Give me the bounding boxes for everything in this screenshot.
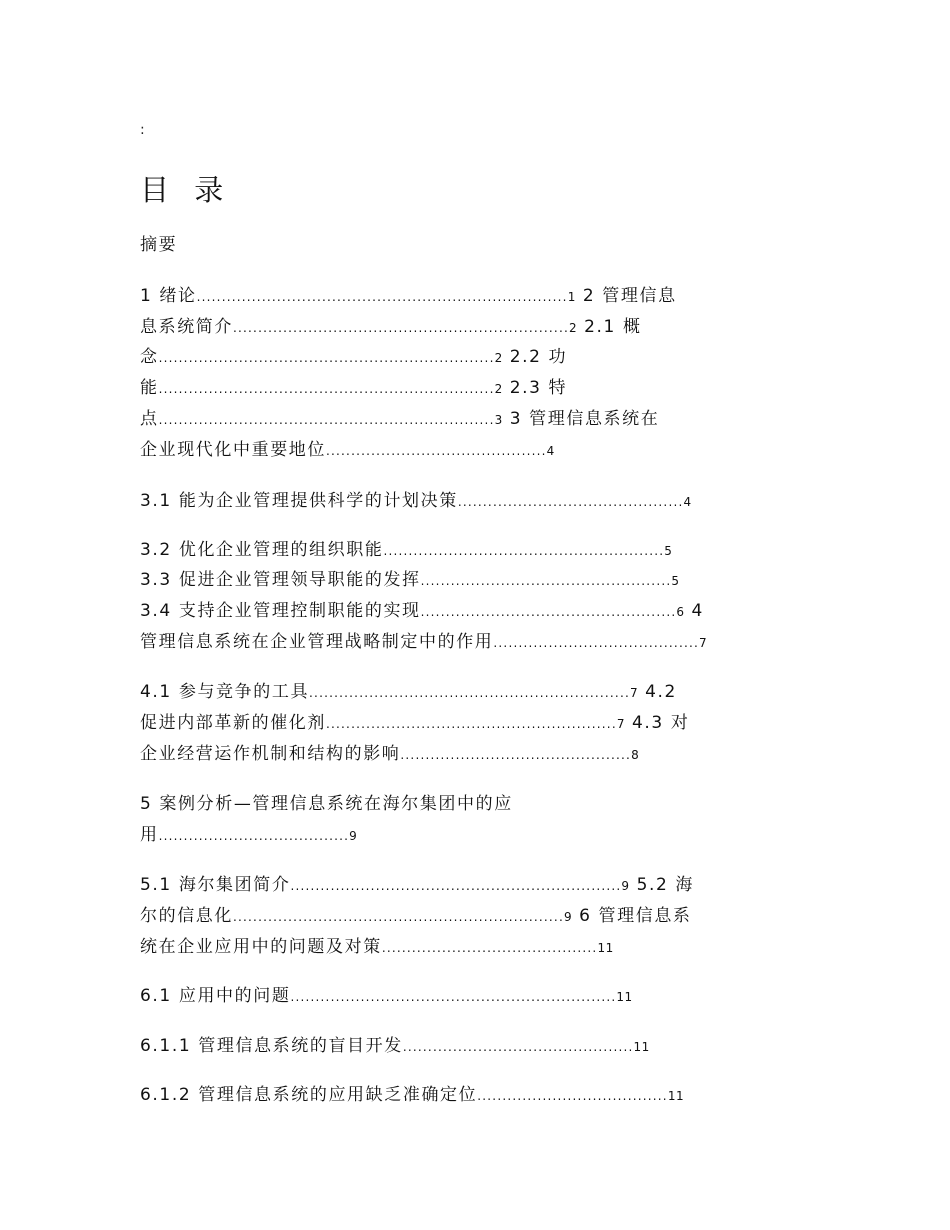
toc-line [140, 985, 633, 1008]
toc-entry-text: 统在企业应用中的问题及对策 [140, 937, 382, 957]
toc-leader: ................................................... [420, 605, 677, 619]
toc-page-number: 7 [616, 717, 625, 731]
toc-entry-text: 4.1 参与竞争的工具 [140, 682, 310, 702]
toc-leader: .......................................................... [326, 717, 617, 731]
toc-page-number: 11 [616, 990, 633, 1004]
toc-page-number: 2 [568, 321, 578, 335]
toc-entry-text: 企业现代化中重要地位 [140, 440, 326, 460]
toc-entry-text: 管理信息系统在企业管理战略制定中的作用 [140, 632, 494, 652]
toc-leader: .............................................. [402, 1040, 634, 1054]
toc-line [140, 569, 680, 592]
toc-line [140, 631, 707, 654]
toc-line [140, 905, 692, 928]
toc-line [140, 346, 567, 369]
toc-leader: ...................................... [477, 1089, 668, 1103]
toc-page-number: 9 [349, 829, 358, 843]
toc-entry-text: 3.2 优化企业管理的组织职能 [140, 540, 384, 560]
toc-page-number: 1 [567, 290, 576, 304]
toc-continuation: 2.3 特 [502, 378, 568, 398]
page-mark: : [140, 122, 145, 138]
toc-page-number: 4 [683, 495, 692, 509]
toc-page-number: 6 [676, 605, 685, 619]
toc-entry-text: 用 [140, 825, 159, 845]
toc-line [140, 490, 692, 513]
toc-continuation: 2.1 概 [577, 317, 642, 337]
toc-leader: ................................................................... [233, 321, 569, 335]
toc-entry-text: 念 [140, 347, 159, 367]
toc-entry-text: 1 绪论 [140, 286, 197, 306]
toc-line [140, 712, 689, 735]
toc-leader: .................................................. [420, 574, 672, 588]
toc-entry-text: 6.1.2 管理信息系统的应用缺乏准确定位 [140, 1085, 478, 1105]
toc-page-number: 11 [597, 941, 614, 955]
toc-page-number: 11 [633, 1040, 650, 1054]
toc-line [140, 439, 555, 462]
toc-leader: ............................................ [326, 444, 547, 458]
toc-leader: ...................................... [158, 829, 350, 843]
toc-page-number: 11 [667, 1089, 685, 1103]
toc-leader: ................................................................... [158, 382, 495, 396]
toc-entry-text: 3.1 能为企业管理提供科学的计划决策 [140, 491, 458, 511]
toc-page-number: 9 [563, 910, 573, 924]
toc-continuation: 6 管理信息系 [572, 906, 692, 926]
toc-entry-text: 3.3 促进企业管理领导职能的发挥 [140, 570, 421, 590]
toc-line [140, 936, 614, 959]
toc-line [140, 1084, 684, 1107]
toc-entry-text: 尔的信息化 [140, 906, 233, 926]
toc-continuation: 4.2 [638, 682, 677, 702]
toc-leader: ........................................... [381, 941, 598, 955]
toc-entry-text: 企业经营运作机制和结构的影响 [140, 744, 401, 764]
toc-entry-text: 6.1 应用中的问题 [140, 986, 291, 1006]
toc-page-number: 2 [494, 351, 503, 365]
toc-leader: .......................................................................... [196, 290, 568, 304]
toc-line [140, 285, 677, 308]
toc-entry-text: 3.4 支持企业管理控制职能的实现 [140, 601, 421, 621]
toc-page-number: 7 [629, 686, 639, 700]
toc-leader: .................................................................. [290, 879, 622, 893]
toc-continuation: 4 [684, 601, 704, 621]
toc-page-number: 7 [699, 636, 708, 650]
toc-entry-text: 促进内部革新的催化剂 [140, 713, 326, 733]
toc-line [140, 408, 659, 431]
toc-entry-text: 息系统简介 [140, 317, 233, 337]
toc-leader: ................................................................... [158, 413, 495, 427]
toc-leader: ............................................. [457, 495, 684, 509]
toc-continuation: 2.2 功 [502, 347, 568, 367]
toc-page-number: 5 [671, 574, 680, 588]
toc-entry-text: 能 [140, 378, 159, 398]
toc-continuation: 4.3 对 [624, 713, 690, 733]
toc-leader: .................................................................. [233, 910, 564, 924]
toc-page-number: 5 [664, 544, 673, 558]
toc-entry-text: 5.1 海尔集团简介 [140, 875, 291, 895]
toc-leader: ........................................................ [383, 544, 665, 558]
toc-line [140, 539, 672, 562]
toc-line [140, 600, 704, 623]
toc-line [140, 377, 567, 400]
toc-entry-text: 点 [140, 409, 159, 429]
toc-entry-text: 6.1.1 管理信息系统的盲目开发 [140, 1036, 403, 1056]
abstract-heading: 摘要 [140, 235, 178, 255]
toc-line [140, 681, 677, 704]
toc-leader: ................................................................. [290, 990, 617, 1004]
toc-line [140, 743, 639, 766]
toc-leader: ................................................................... [158, 351, 495, 365]
toc-page-number: 2 [494, 382, 503, 396]
toc-leader: ................................................................ [309, 686, 630, 700]
page-title: 目 录 [140, 173, 232, 207]
toc-page-number: 8 [631, 748, 640, 762]
toc-line [140, 793, 513, 815]
toc-line [140, 1035, 650, 1058]
toc-continuation: 3 管理信息系统在 [502, 409, 660, 429]
toc-leader: .............................................. [400, 748, 632, 762]
toc-continuation: 5.2 海 [629, 875, 695, 895]
toc-entry-text: 5 案例分析—管理信息系统在海尔集团中的应 [140, 794, 513, 814]
toc-page-number: 9 [621, 879, 630, 893]
toc-page-number: 4 [546, 444, 555, 458]
toc-page-number: 3 [494, 413, 503, 427]
toc-continuation: 2 管理信息 [575, 286, 677, 306]
toc-line [140, 824, 357, 847]
toc-line [140, 874, 694, 897]
toc-leader: ......................................... [493, 636, 699, 650]
toc-line [140, 316, 642, 339]
